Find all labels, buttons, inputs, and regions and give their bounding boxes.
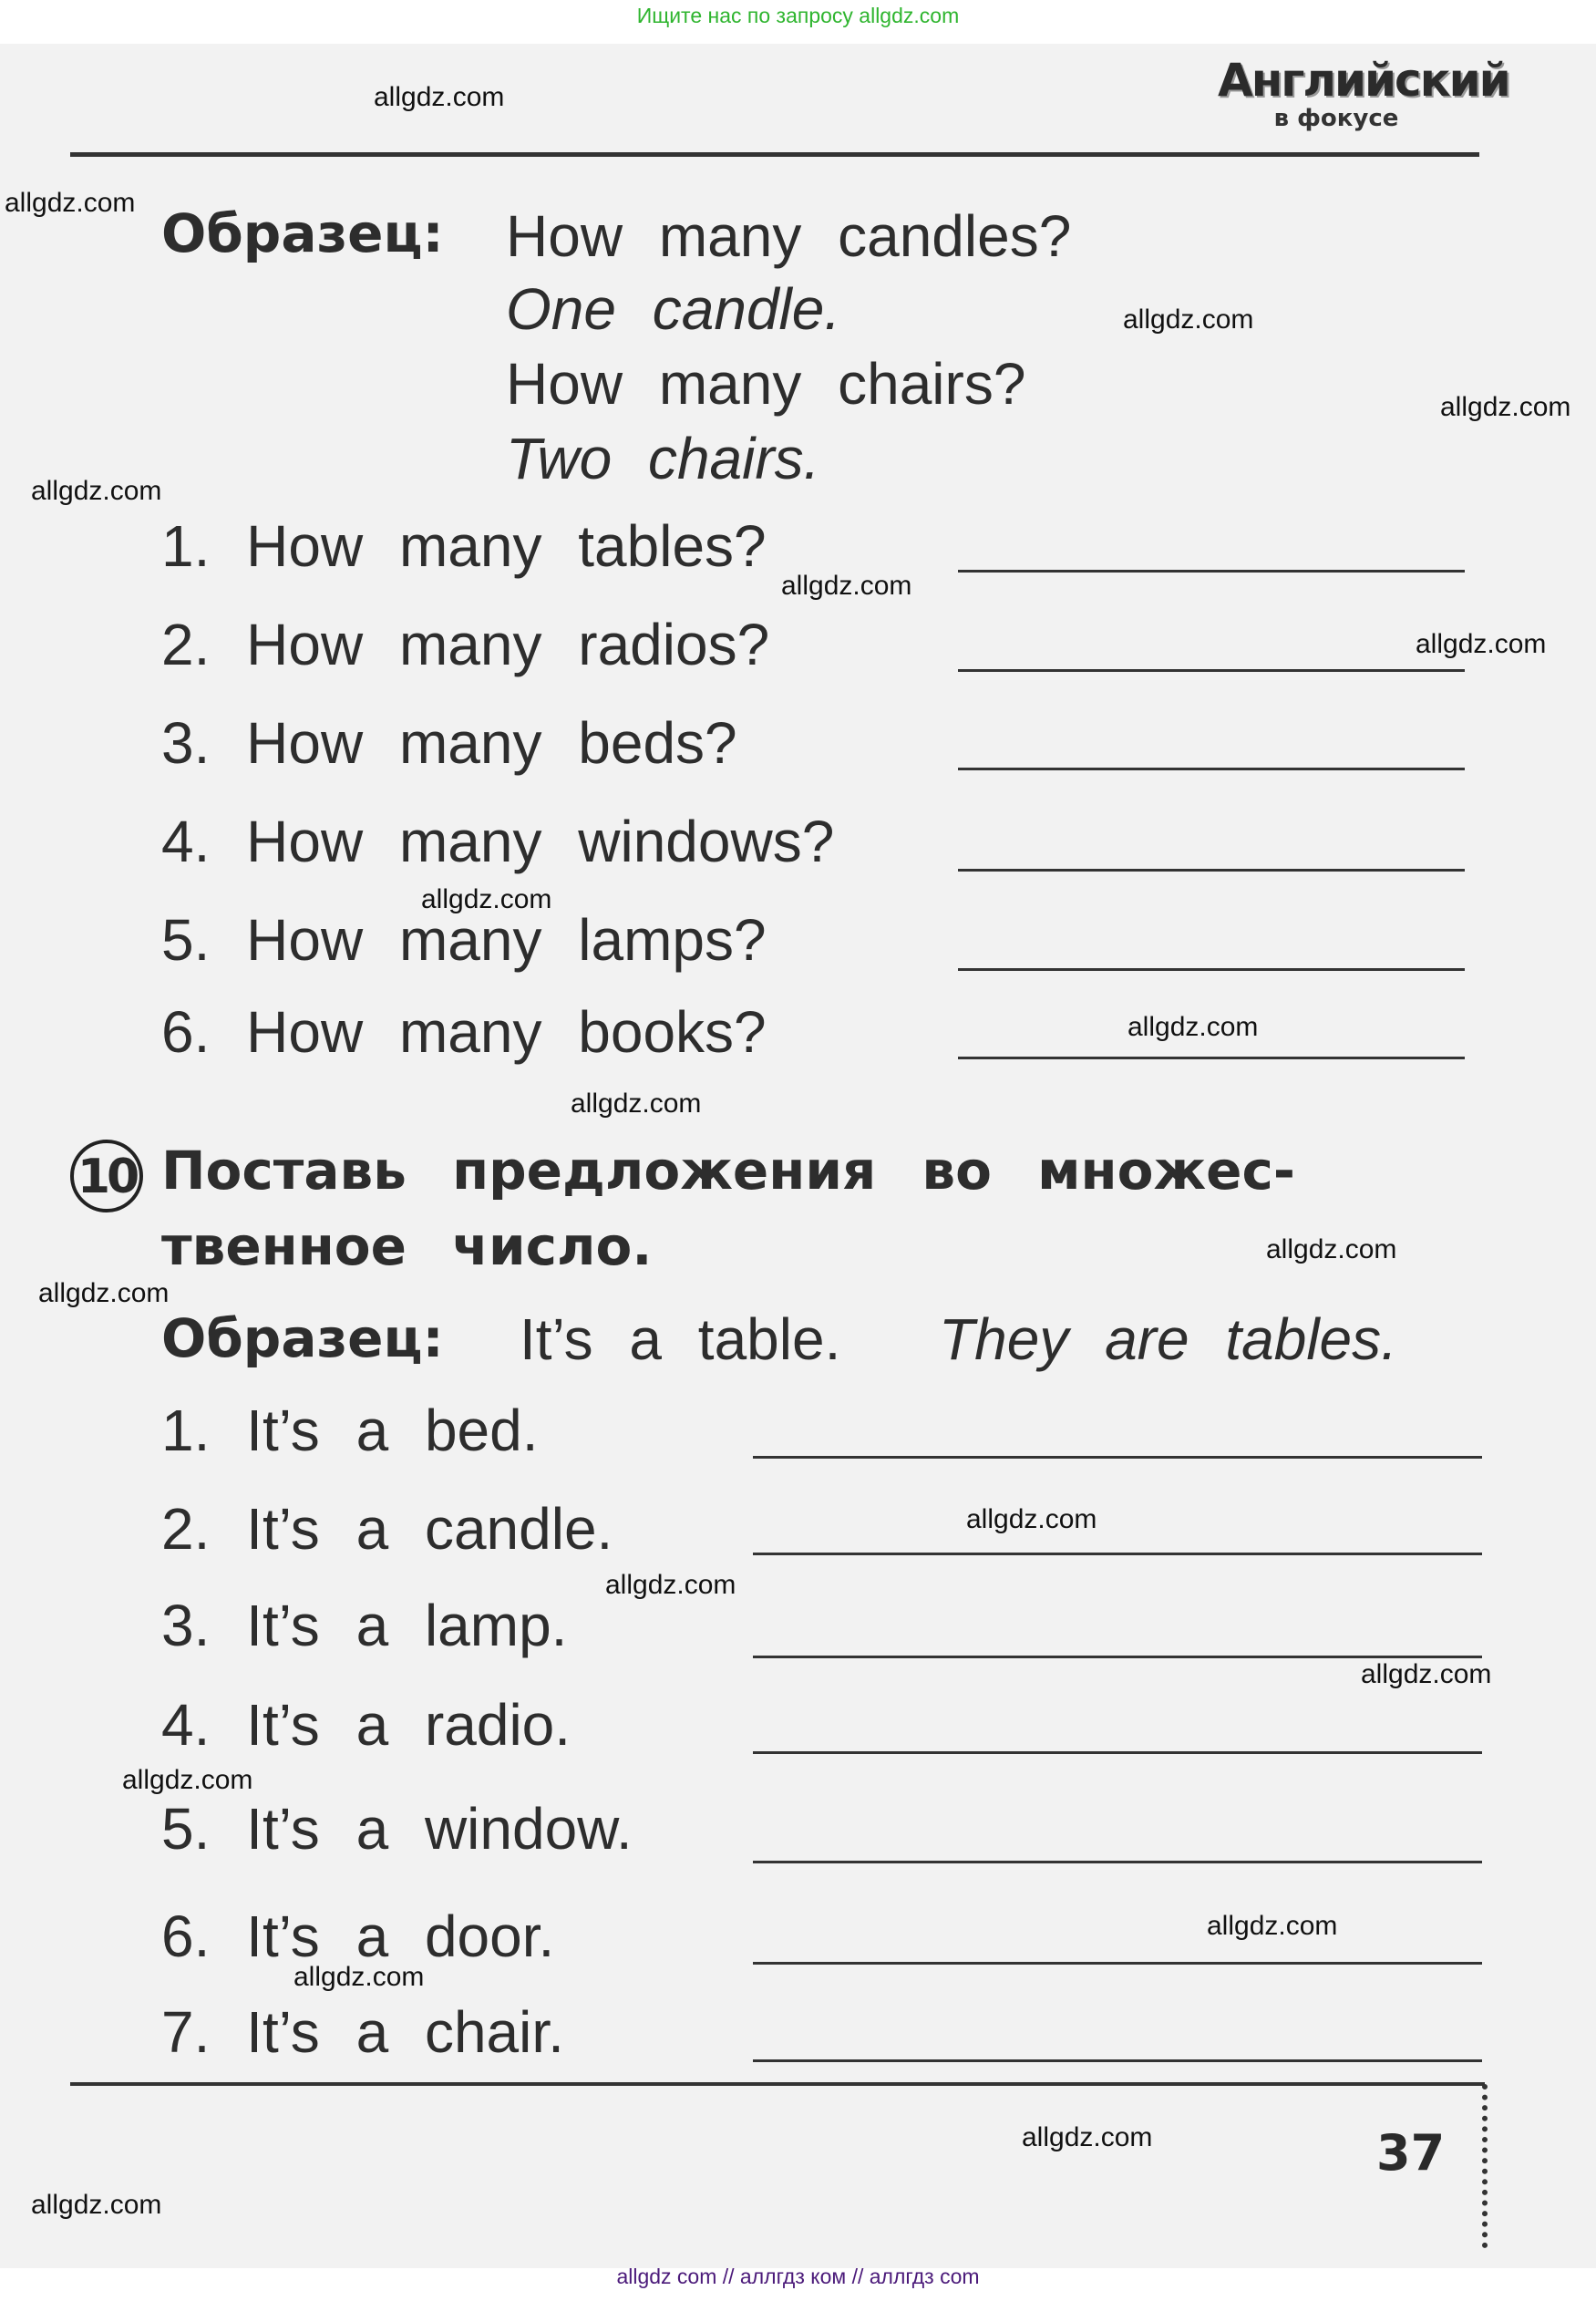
answer-line[interactable] xyxy=(958,1057,1465,1059)
answer-line[interactable] xyxy=(753,1751,1482,1754)
question-text: 3. How many beds? xyxy=(161,710,737,776)
question-text: 5. How many lamps? xyxy=(161,907,767,973)
answer-line[interactable] xyxy=(753,1656,1482,1658)
item-text: 4. It’s a radio. xyxy=(161,1692,571,1758)
watermark-text: allgdz.com xyxy=(374,82,505,112)
answer-line[interactable] xyxy=(753,1553,1482,1555)
top-banner[interactable]: Ищите нас по запросу allgdz.com xyxy=(636,4,960,27)
sample-line: One candle. xyxy=(506,276,841,342)
sample-line: How many candles? xyxy=(506,203,1072,269)
sample-line: How many chairs? xyxy=(506,351,1026,417)
watermark-text: allgdz.com xyxy=(1207,1911,1338,1941)
watermark-text: allgdz.com xyxy=(293,1962,425,1992)
answer-line[interactable] xyxy=(958,669,1465,672)
watermark-text: allgdz.com xyxy=(1440,392,1571,422)
watermark-text: allgdz.com xyxy=(38,1278,170,1308)
item-text: 6. It’s a door. xyxy=(161,1904,555,1969)
exercise-title: твенное число. xyxy=(161,1215,653,1277)
watermark-text: allgdz.com xyxy=(1127,1012,1259,1042)
item-text: 3. It’s a lamp. xyxy=(161,1593,568,1658)
item-text: 2. It’s a candle. xyxy=(161,1496,613,1562)
bottom-banner[interactable]: allgdz com // аллгдз ком // аллгдз com xyxy=(616,2265,980,2288)
page-number: 37 xyxy=(1376,2124,1446,2182)
answer-line[interactable] xyxy=(753,1456,1482,1459)
question-text: 6. How many books? xyxy=(161,999,767,1065)
sample-label: Образец: xyxy=(161,1307,444,1369)
logo-subtitle: в фокусе xyxy=(1273,105,1399,132)
question-text: 2. How many radios? xyxy=(161,612,770,677)
answer-line[interactable] xyxy=(753,2059,1482,2062)
watermark-text: allgdz.com xyxy=(1416,629,1547,659)
watermark-text: allgdz.com xyxy=(1361,1659,1492,1689)
question-text: 1. How many tables? xyxy=(161,513,767,579)
sample-answer: They are tables. xyxy=(939,1306,1397,1372)
logo-title: Английский xyxy=(1218,54,1509,107)
item-text: 7. It’s a chair. xyxy=(161,1999,564,2065)
watermark-text: allgdz.com xyxy=(1022,2122,1153,2152)
watermark-text: allgdz.com xyxy=(122,1765,253,1795)
exercise-title: Поставь предложения во множес- xyxy=(161,1140,1295,1202)
dotted-edge xyxy=(1482,2084,1488,2248)
watermark-text: allgdz.com xyxy=(31,476,162,506)
answer-line[interactable] xyxy=(958,768,1465,770)
watermark-text: allgdz.com xyxy=(1266,1234,1397,1264)
item-text: 5. It’s a window. xyxy=(161,1796,633,1862)
watermark-text: allgdz.com xyxy=(781,571,912,601)
watermark-text: allgdz.com xyxy=(421,884,552,914)
watermark-text: allgdz.com xyxy=(31,2190,162,2220)
watermark-text: allgdz.com xyxy=(966,1504,1097,1534)
watermark-text: allgdz.com xyxy=(5,188,136,218)
answer-line[interactable] xyxy=(753,1861,1482,1863)
book-logo xyxy=(1218,54,1509,132)
question-text: 4. How many windows? xyxy=(161,809,835,874)
answer-line[interactable] xyxy=(753,1962,1482,1965)
watermark-text: allgdz.com xyxy=(605,1570,736,1600)
header-rule xyxy=(70,152,1479,157)
answer-line[interactable] xyxy=(958,968,1465,971)
footer-rule xyxy=(70,2082,1485,2086)
watermark-text: allgdz.com xyxy=(571,1089,702,1119)
watermark-text: allgdz.com xyxy=(1123,304,1254,335)
item-text: 1. It’s a bed. xyxy=(161,1398,539,1463)
sample-label: Образец: xyxy=(161,202,444,264)
answer-line[interactable] xyxy=(958,570,1465,573)
sample-text: It’s a table. xyxy=(520,1306,841,1372)
sample-line: Two chairs. xyxy=(506,426,820,491)
answer-line[interactable] xyxy=(958,869,1465,872)
exercise-number: 10 xyxy=(70,1140,143,1212)
